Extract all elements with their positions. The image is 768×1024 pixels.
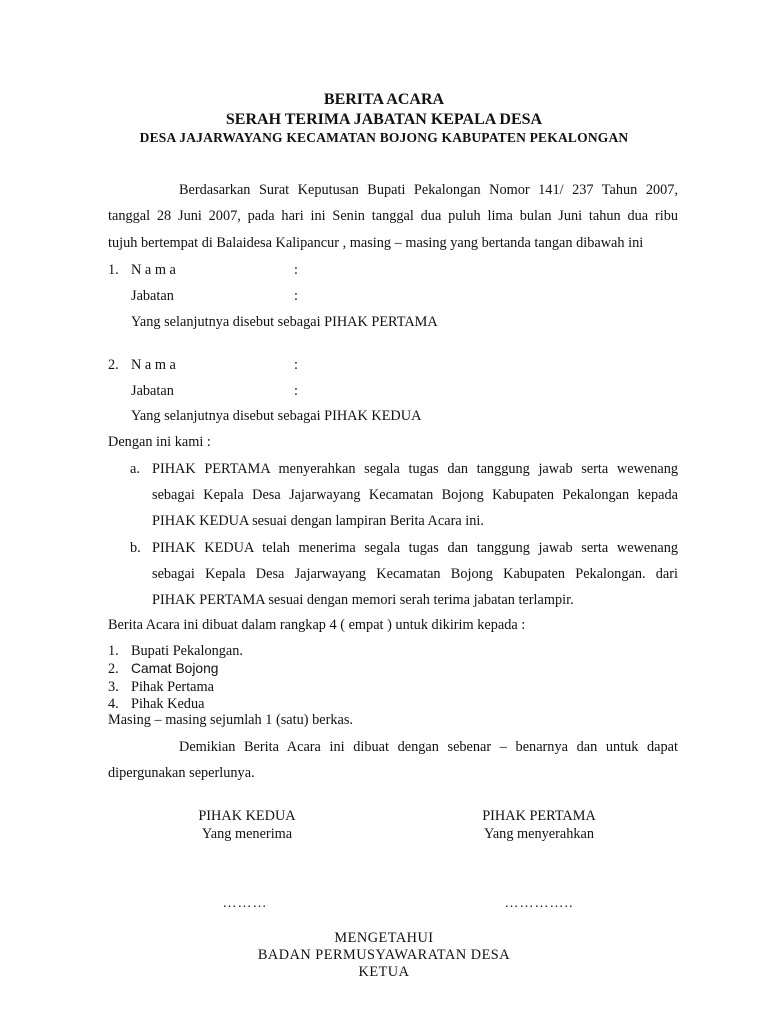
list-item-number: 4. xyxy=(108,696,119,712)
position-label: Jabatan xyxy=(131,383,174,399)
statement-intro: Dengan ini kami : xyxy=(108,434,211,450)
name-label: N a m a xyxy=(131,262,176,278)
list-item-number: 3. xyxy=(108,679,119,695)
right-signature-line: ………….. xyxy=(504,896,574,911)
closing-line-2: dipergunakan seperlunya. xyxy=(108,765,255,781)
acknowledgement-role: KETUA xyxy=(358,964,410,980)
party-number: 2. xyxy=(108,357,119,373)
document-location-heading: DESA JAJARWAYANG KECAMATAN BOJONG KABUPATEN PEKALONGAN xyxy=(139,130,629,145)
intro-line-2: tanggal 28 Juni 2007, pada hari ini Senin tanggal dua puluh lima bulan Juni tahun dua ribu xyxy=(108,208,678,224)
party-number: 1. xyxy=(108,262,119,278)
acknowledgement-label: MENGETAHUI xyxy=(334,930,434,946)
position-colon: : xyxy=(294,288,298,304)
statement-line-3: PIHAK KEDUA sesuai dengan lampiran Berita Acara ini. xyxy=(152,513,484,529)
list-item-number: 1. xyxy=(108,643,119,659)
closing-line-1: Demikian Berita Acara ini dibuat dengan sebenar – benarnya dan untuk dapat xyxy=(179,739,678,755)
list-item: Camat Bojong xyxy=(131,661,219,676)
left-signature-line: ……… xyxy=(222,896,268,911)
party-designation: Yang selanjutnya disebut sebagai PIHAK PERTAMA xyxy=(131,314,438,330)
right-signatory-role: Yang menyerahkan xyxy=(483,826,595,842)
name-label: N a m a xyxy=(131,357,176,373)
list-item-number: 2. xyxy=(108,661,119,677)
statement-letter: a. xyxy=(130,461,140,477)
statement-line-3: PIHAK PERTAMA sesuai dengan memori serah terima jabatan terlampir. xyxy=(152,592,574,608)
left-signatory-role: Yang menerima xyxy=(201,826,293,842)
position-label: Jabatan xyxy=(131,288,174,304)
acknowledgement-body: BADAN PERMUSYAWARATAN DESA xyxy=(257,947,511,963)
statement-line-1: PIHAK KEDUA telah menerima segala tugas dan tanggung jawab serta wewenang xyxy=(152,540,678,556)
document-subtitle: SERAH TERIMA JABATAN KEPALA DESA xyxy=(225,111,543,128)
list-item: Pihak Pertama xyxy=(131,679,214,695)
list-item: Bupati Pekalongan. xyxy=(131,643,243,659)
intro-line-1: Berdasarkan Surat Keputusan Bupati Pekalongan Nomor 141/ 237 Tahun 2007, xyxy=(179,182,678,198)
copies-intro: Berita Acara ini dibuat dalam rangkap 4 ( empat ) untuk dikirim kepada : xyxy=(108,617,526,633)
statement-line-1: PIHAK PERTAMA menyerahkan segala tugas dan tanggung jawab serta wewenang xyxy=(152,461,678,477)
position-colon: : xyxy=(294,383,298,399)
copies-note: Masing – masing sejumlah 1 (satu) berkas. xyxy=(108,712,353,728)
party-designation: Yang selanjutnya disebut sebagai PIHAK KEDUA xyxy=(131,408,422,424)
right-signatory-party: PIHAK PERTAMA xyxy=(482,808,596,824)
statement-line-2: sebagai Kepala Desa Jajarwayang Kecamatan Bojong Kabupaten Pekalongan. dari xyxy=(152,566,678,582)
left-signatory-party: PIHAK KEDUA xyxy=(198,808,296,824)
document-title: BERITA ACARA xyxy=(323,91,445,108)
statement-letter: b. xyxy=(130,540,141,556)
name-colon: : xyxy=(294,357,298,373)
statement-line-2: sebagai Kepala Desa Jajarwayang Kecamatan Bojong Kabupaten Pekalongan kepada xyxy=(152,487,678,503)
name-colon: : xyxy=(294,262,298,278)
list-item: Pihak Kedua xyxy=(131,696,205,712)
intro-line-3: tujuh bertempat di Balaidesa Kalipancur , masing – masing yang bertanda tangan dibawah ini xyxy=(108,235,644,251)
